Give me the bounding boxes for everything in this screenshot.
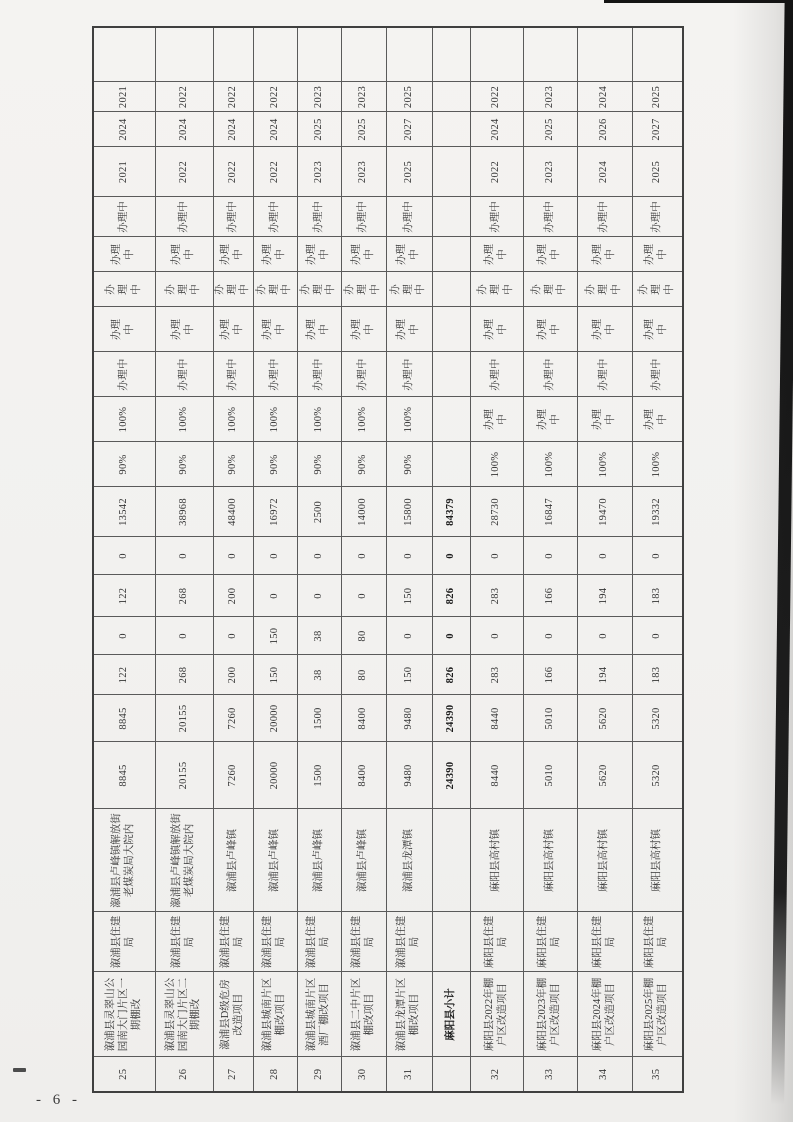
table-cell: 0 bbox=[523, 537, 577, 575]
table-cell: 16972 bbox=[253, 487, 297, 537]
table-cell bbox=[577, 27, 632, 82]
table-cell: 0 bbox=[632, 617, 683, 655]
table-cell: 15800 bbox=[386, 487, 432, 537]
table-cell: 麻阳县住建局 bbox=[632, 912, 683, 972]
table-cell: 溆浦县卢峰镇 bbox=[253, 809, 297, 912]
table-cell: 2024 bbox=[155, 112, 213, 147]
table-cell: 溆浦县卢峰镇解放街老煤炭局大院内 bbox=[93, 809, 155, 912]
table-cell bbox=[432, 272, 470, 307]
table-cell: 19470 bbox=[577, 487, 632, 537]
table-cell: 麻阳县高村镇 bbox=[632, 809, 683, 912]
table-cell: 办理中 bbox=[470, 237, 523, 272]
table-cell: 0 bbox=[470, 617, 523, 655]
table-body bbox=[93, 27, 683, 1092]
table-cell: 办理中 bbox=[155, 237, 213, 272]
table-cell: 30 bbox=[341, 1057, 386, 1092]
table-cell: 麻阳县2025年棚户区改造项目 bbox=[632, 972, 683, 1057]
table-cell: 100% bbox=[577, 442, 632, 487]
table-cell: 8440 bbox=[470, 742, 523, 809]
table-cell: 溆浦县住建局 bbox=[155, 912, 213, 972]
table-cell: 2025 bbox=[632, 147, 683, 197]
table-row bbox=[386, 27, 432, 1092]
table-cell: 溆浦县龙潭镇 bbox=[386, 809, 432, 912]
table-cell: 0 bbox=[432, 617, 470, 655]
table-cell: 办理中 bbox=[577, 237, 632, 272]
table-cell: 0 bbox=[213, 617, 253, 655]
table-cell: 办理中 bbox=[523, 397, 577, 442]
table-row bbox=[253, 27, 297, 1092]
table-cell: 办理中 bbox=[341, 307, 386, 352]
table-row bbox=[470, 27, 523, 1092]
table-cell: 38 bbox=[297, 617, 341, 655]
table-cell: 办理中 bbox=[470, 272, 523, 307]
table-cell: 0 bbox=[253, 575, 297, 617]
table-cell: 150 bbox=[386, 575, 432, 617]
table-cell: 办理中 bbox=[523, 352, 577, 397]
table-cell: 办理中 bbox=[341, 352, 386, 397]
table-cell: 29 bbox=[297, 1057, 341, 1092]
table-cell: 150 bbox=[253, 655, 297, 695]
table-cell: 溆浦县城南片区棚改项目 bbox=[253, 972, 297, 1057]
table-cell: 办理中 bbox=[386, 197, 432, 237]
table-cell bbox=[253, 27, 297, 82]
table-cell: 2023 bbox=[523, 147, 577, 197]
table-cell: 办理中 bbox=[93, 237, 155, 272]
table-cell: 2022 bbox=[213, 82, 253, 112]
table-cell bbox=[432, 809, 470, 912]
table-cell: 办理中 bbox=[213, 272, 253, 307]
table-cell: 150 bbox=[253, 617, 297, 655]
table-cell: 办理中 bbox=[632, 197, 683, 237]
table-cell: 1500 bbox=[297, 695, 341, 742]
table-cell: 2022 bbox=[213, 147, 253, 197]
table-cell: 100% bbox=[470, 442, 523, 487]
table-cell: 100% bbox=[632, 442, 683, 487]
table-cell: 溆浦县城南片区酒厂棚改项目 bbox=[297, 972, 341, 1057]
table-cell bbox=[432, 352, 470, 397]
table-cell: 268 bbox=[155, 655, 213, 695]
table-cell: 办理中 bbox=[297, 197, 341, 237]
table-cell: 200 bbox=[213, 575, 253, 617]
table-cell: 办理中 bbox=[155, 307, 213, 352]
table-cell: 办理中 bbox=[341, 237, 386, 272]
table-row bbox=[432, 27, 470, 1092]
table-cell: 办理中 bbox=[386, 237, 432, 272]
table-cell: 办理中 bbox=[213, 307, 253, 352]
page-number: - 6 - bbox=[36, 1092, 81, 1108]
table-cell bbox=[432, 1057, 470, 1092]
table-cell: 2023 bbox=[341, 147, 386, 197]
table-cell: 办理中 bbox=[523, 197, 577, 237]
table-cell: 183 bbox=[632, 655, 683, 695]
table-cell: 100% bbox=[93, 397, 155, 442]
table-cell: 38968 bbox=[155, 487, 213, 537]
table-cell: 2024 bbox=[253, 112, 297, 147]
table-cell: 0 bbox=[155, 537, 213, 575]
table-cell: 0 bbox=[213, 537, 253, 575]
table-cell: 90% bbox=[297, 442, 341, 487]
table-cell: 办理中 bbox=[253, 197, 297, 237]
table-cell: 办理中 bbox=[93, 197, 155, 237]
table-cell: 28 bbox=[253, 1057, 297, 1092]
table-cell: 194 bbox=[577, 575, 632, 617]
table-cell: 溆浦县龙潭片区棚改项目 bbox=[386, 972, 432, 1057]
table-cell: 办理中 bbox=[577, 272, 632, 307]
table-row bbox=[155, 27, 213, 1092]
table-row bbox=[341, 27, 386, 1092]
table-row bbox=[93, 27, 155, 1092]
table-cell: 90% bbox=[93, 442, 155, 487]
table-cell: 100% bbox=[155, 397, 213, 442]
table-cell: 90% bbox=[253, 442, 297, 487]
table-cell: 9480 bbox=[386, 742, 432, 809]
table-cell: 0 bbox=[297, 575, 341, 617]
table-cell: 27 bbox=[213, 1057, 253, 1092]
table-cell: 0 bbox=[577, 617, 632, 655]
table-cell: 溆浦县住建局 bbox=[253, 912, 297, 972]
table-cell: 办理中 bbox=[213, 197, 253, 237]
table-cell: 办理中 bbox=[632, 272, 683, 307]
table-cell: 溆浦县卢峰镇 bbox=[297, 809, 341, 912]
table-cell: 24390 bbox=[432, 695, 470, 742]
table-cell: 溆浦县D级危房改造项目 bbox=[213, 972, 253, 1057]
table-cell: 84379 bbox=[432, 487, 470, 537]
table-cell: 溆浦县卢峰镇 bbox=[341, 809, 386, 912]
table-cell: 溆浦县卢峰镇解放街老煤炭局大院内 bbox=[155, 809, 213, 912]
table-cell: 办理中 bbox=[523, 307, 577, 352]
table-cell: 办理中 bbox=[386, 352, 432, 397]
table-cell: 166 bbox=[523, 655, 577, 695]
table-cell: 200 bbox=[213, 655, 253, 695]
table-cell: 0 bbox=[253, 537, 297, 575]
table-cell: 办理中 bbox=[155, 272, 213, 307]
table-cell: 办理中 bbox=[523, 272, 577, 307]
table-cell bbox=[432, 197, 470, 237]
table-cell bbox=[386, 27, 432, 82]
table-cell: 2021 bbox=[93, 82, 155, 112]
table-cell: 122 bbox=[93, 575, 155, 617]
table-cell: 2022 bbox=[155, 147, 213, 197]
table-cell: 20000 bbox=[253, 742, 297, 809]
table-cell: 麻阳县小计 bbox=[432, 972, 470, 1057]
table-cell: 2021 bbox=[93, 147, 155, 197]
table-cell bbox=[93, 27, 155, 82]
table-cell bbox=[432, 147, 470, 197]
table-cell: 2023 bbox=[341, 82, 386, 112]
scan-edge-top-artifact bbox=[604, 0, 793, 3]
table-cell: 5010 bbox=[523, 742, 577, 809]
table-cell: 0 bbox=[386, 617, 432, 655]
table-cell: 办理中 bbox=[253, 307, 297, 352]
table-cell: 166 bbox=[523, 575, 577, 617]
table-cell: 办理中 bbox=[577, 397, 632, 442]
table-cell: 2022 bbox=[253, 82, 297, 112]
table-cell: 13542 bbox=[93, 487, 155, 537]
table-cell: 办理中 bbox=[297, 237, 341, 272]
table-cell: 2022 bbox=[155, 82, 213, 112]
table-cell bbox=[470, 27, 523, 82]
table-cell: 9480 bbox=[386, 695, 432, 742]
table-cell bbox=[297, 27, 341, 82]
table-cell: 2025 bbox=[523, 112, 577, 147]
table-cell: 2027 bbox=[386, 112, 432, 147]
table-cell bbox=[432, 112, 470, 147]
table-cell: 办理中 bbox=[253, 352, 297, 397]
table-cell: 8440 bbox=[470, 695, 523, 742]
table-cell: 0 bbox=[632, 537, 683, 575]
table-cell: 溆浦县住建局 bbox=[297, 912, 341, 972]
table-cell: 38 bbox=[297, 655, 341, 695]
table-cell: 24390 bbox=[432, 742, 470, 809]
table-cell: 8400 bbox=[341, 695, 386, 742]
table-cell: 90% bbox=[386, 442, 432, 487]
table-cell: 办理中 bbox=[470, 197, 523, 237]
scan-edge-dash-artifact bbox=[13, 1068, 26, 1072]
table-cell: 2024 bbox=[577, 147, 632, 197]
table-cell: 2026 bbox=[577, 112, 632, 147]
table-cell: 办理中 bbox=[341, 272, 386, 307]
table-cell bbox=[432, 82, 470, 112]
table-row bbox=[523, 27, 577, 1092]
table-cell: 7260 bbox=[213, 742, 253, 809]
table-cell bbox=[432, 397, 470, 442]
table-cell bbox=[432, 442, 470, 487]
table-cell: 1500 bbox=[297, 742, 341, 809]
table-cell: 826 bbox=[432, 575, 470, 617]
table-cell: 0 bbox=[341, 575, 386, 617]
table-cell: 2500 bbox=[297, 487, 341, 537]
table-cell: 办理中 bbox=[632, 352, 683, 397]
table-cell: 办理中 bbox=[297, 272, 341, 307]
table-cell: 2024 bbox=[93, 112, 155, 147]
table-cell: 283 bbox=[470, 575, 523, 617]
table-cell: 80 bbox=[341, 655, 386, 695]
table-cell: 办理中 bbox=[93, 352, 155, 397]
table-cell: 办理中 bbox=[213, 352, 253, 397]
table-cell: 19332 bbox=[632, 487, 683, 537]
table-cell: 48400 bbox=[213, 487, 253, 537]
table-cell: 0 bbox=[470, 537, 523, 575]
table-cell: 办理中 bbox=[470, 352, 523, 397]
table-cell bbox=[432, 27, 470, 82]
table-cell: 溆浦县二中片区棚改项目 bbox=[341, 972, 386, 1057]
table-cell: 办理中 bbox=[632, 237, 683, 272]
table-cell bbox=[432, 307, 470, 352]
table-cell: 2022 bbox=[253, 147, 297, 197]
table-cell: 2027 bbox=[632, 112, 683, 147]
table-cell: 25 bbox=[93, 1057, 155, 1092]
table-cell: 0 bbox=[577, 537, 632, 575]
table-cell: 溆浦县住建局 bbox=[213, 912, 253, 972]
table-cell: 32 bbox=[470, 1057, 523, 1092]
table-cell: 办理中 bbox=[341, 197, 386, 237]
table-cell: 80 bbox=[341, 617, 386, 655]
table-cell: 5320 bbox=[632, 742, 683, 809]
table-cell: 90% bbox=[155, 442, 213, 487]
table-cell: 麻阳县高村镇 bbox=[470, 809, 523, 912]
table-cell: 183 bbox=[632, 575, 683, 617]
table-cell: 2023 bbox=[297, 147, 341, 197]
table-cell: 122 bbox=[93, 655, 155, 695]
table-cell: 100% bbox=[253, 397, 297, 442]
table-cell: 办理中 bbox=[470, 307, 523, 352]
table-cell: 2022 bbox=[470, 147, 523, 197]
table-cell: 麻阳县住建局 bbox=[470, 912, 523, 972]
table-cell: 33 bbox=[523, 1057, 577, 1092]
table-cell: 5620 bbox=[577, 742, 632, 809]
scan-edge-shading bbox=[733, 0, 793, 1122]
table-cell: 麻阳县住建局 bbox=[577, 912, 632, 972]
table-cell: 办理中 bbox=[297, 307, 341, 352]
table-cell: 麻阳县住建局 bbox=[523, 912, 577, 972]
table-cell: 2022 bbox=[470, 82, 523, 112]
table-cell: 办理中 bbox=[523, 237, 577, 272]
table-cell bbox=[341, 27, 386, 82]
table-cell: 2025 bbox=[632, 82, 683, 112]
table-cell: 办理中 bbox=[253, 237, 297, 272]
table-cell: 100% bbox=[386, 397, 432, 442]
table-cell: 14000 bbox=[341, 487, 386, 537]
table-cell: 麻阳县高村镇 bbox=[577, 809, 632, 912]
table-cell: 办理中 bbox=[253, 272, 297, 307]
table-cell: 5620 bbox=[577, 695, 632, 742]
table-cell: 办理中 bbox=[93, 272, 155, 307]
table-cell: 溆浦县住建局 bbox=[341, 912, 386, 972]
table-cell: 0 bbox=[523, 617, 577, 655]
table-cell: 办理中 bbox=[386, 307, 432, 352]
table-cell bbox=[155, 27, 213, 82]
table-cell: 8845 bbox=[93, 695, 155, 742]
document-table bbox=[92, 26, 684, 1093]
table-cell bbox=[432, 237, 470, 272]
table-cell: 283 bbox=[470, 655, 523, 695]
table-cell: 100% bbox=[523, 442, 577, 487]
table-cell: 194 bbox=[577, 655, 632, 695]
table-cell: 办理中 bbox=[632, 397, 683, 442]
table-cell: 办理中 bbox=[632, 307, 683, 352]
table-cell: 90% bbox=[213, 442, 253, 487]
table-cell: 0 bbox=[297, 537, 341, 575]
table-cell: 0 bbox=[386, 537, 432, 575]
table-cell: 麻阳县2022年棚户区改造项目 bbox=[470, 972, 523, 1057]
rotated-table-container bbox=[92, 30, 683, 1093]
table-cell: 34 bbox=[577, 1057, 632, 1092]
table-cell: 7260 bbox=[213, 695, 253, 742]
table-cell bbox=[632, 27, 683, 82]
table-cell: 90% bbox=[341, 442, 386, 487]
table-cell: 28730 bbox=[470, 487, 523, 537]
table-cell: 2024 bbox=[577, 82, 632, 112]
table-cell: 2025 bbox=[297, 112, 341, 147]
table-row bbox=[297, 27, 341, 1092]
table-cell: 2025 bbox=[341, 112, 386, 147]
table-cell: 办理中 bbox=[213, 237, 253, 272]
table-cell: 20000 bbox=[253, 695, 297, 742]
table-cell bbox=[213, 27, 253, 82]
table-cell: 2025 bbox=[386, 147, 432, 197]
table-cell: 办理中 bbox=[577, 197, 632, 237]
table-cell: 2024 bbox=[213, 112, 253, 147]
table-cell: 溆浦县灵翠山公园南大门片区二期棚改 bbox=[155, 972, 213, 1057]
table-cell: 35 bbox=[632, 1057, 683, 1092]
table-cell: 100% bbox=[213, 397, 253, 442]
table-cell: 办理中 bbox=[577, 307, 632, 352]
table-cell: 0 bbox=[93, 537, 155, 575]
table-cell bbox=[432, 912, 470, 972]
table-cell: 办理中 bbox=[297, 352, 341, 397]
table-cell: 0 bbox=[155, 617, 213, 655]
table-cell: 0 bbox=[341, 537, 386, 575]
table-cell: 溆浦县住建局 bbox=[386, 912, 432, 972]
table-cell: 办理中 bbox=[93, 307, 155, 352]
table-cell: 溆浦县卢峰镇 bbox=[213, 809, 253, 912]
table-cell: 麻阳县高村镇 bbox=[523, 809, 577, 912]
table-cell: 2023 bbox=[523, 82, 577, 112]
table-cell: 5320 bbox=[632, 695, 683, 742]
table-cell: 16847 bbox=[523, 487, 577, 537]
table-cell: 100% bbox=[341, 397, 386, 442]
table-row bbox=[632, 27, 683, 1092]
table-cell: 31 bbox=[386, 1057, 432, 1092]
table-cell: 2024 bbox=[470, 112, 523, 147]
table-cell: 150 bbox=[386, 655, 432, 695]
table-cell: 5010 bbox=[523, 695, 577, 742]
table-cell: 2025 bbox=[386, 82, 432, 112]
table-cell: 办理中 bbox=[386, 272, 432, 307]
table-cell: 26 bbox=[155, 1057, 213, 1092]
table-cell: 20155 bbox=[155, 695, 213, 742]
table-row bbox=[213, 27, 253, 1092]
table-row bbox=[577, 27, 632, 1092]
table-cell: 0 bbox=[432, 537, 470, 575]
table-cell: 8845 bbox=[93, 742, 155, 809]
table-cell: 溆浦县住建局 bbox=[93, 912, 155, 972]
table-cell: 100% bbox=[297, 397, 341, 442]
table-cell: 2023 bbox=[297, 82, 341, 112]
table-cell: 办理中 bbox=[470, 397, 523, 442]
table-cell: 268 bbox=[155, 575, 213, 617]
table-cell: 8400 bbox=[341, 742, 386, 809]
table-cell: 溆浦县灵翠山公园南大门片区一期棚改 bbox=[93, 972, 155, 1057]
table-cell: 麻阳县2024年棚户区改造项目 bbox=[577, 972, 632, 1057]
table-cell: 20155 bbox=[155, 742, 213, 809]
table-cell: 0 bbox=[93, 617, 155, 655]
table-cell: 826 bbox=[432, 655, 470, 695]
table-cell: 办理中 bbox=[577, 352, 632, 397]
table-cell bbox=[523, 27, 577, 82]
table-cell: 办理中 bbox=[155, 197, 213, 237]
table-cell: 办理中 bbox=[155, 352, 213, 397]
table-cell: 麻阳县2023年棚户区改造项目 bbox=[523, 972, 577, 1057]
